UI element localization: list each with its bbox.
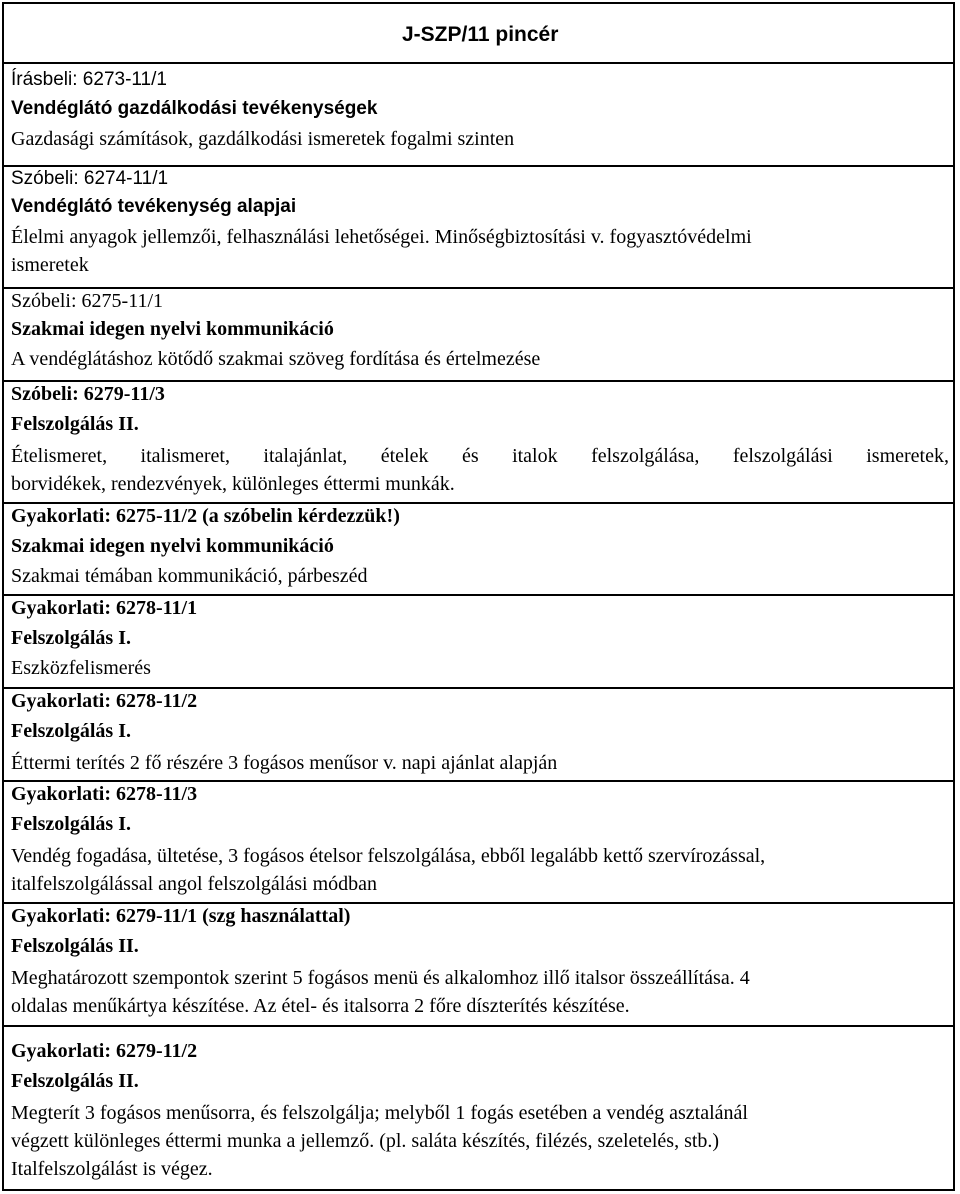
exam-description-line: Ételismeret, italismeret, italajánlat, ételek és italok felszolgálása, felszolgálási ismeretek, [11,445,949,467]
exam-code: Szóbeli: 6279-11/3 [11,383,165,405]
exam-description-line: Éttermi terítés 2 fő részére 3 fogásos menűsor v. napi ajánlat alapján [11,752,558,774]
exam-block-3 [2,289,955,382]
exam-description-line: Eszközfelismerés [11,657,151,679]
exam-code: Gyakorlati: 6275-11/2 (a szóbelin kérdezzük!) [11,505,400,527]
exam-block-4 [2,382,955,504]
exam-code: Szóbeli: 6274-11/1 [11,168,169,189]
exam-description-line: borvidékek, rendezvények, különleges éttermi munkák. [11,473,455,495]
module-title: Szakmai idegen nyelvi kommunikáció [11,535,334,557]
exam-code: Írásbeli: 6273-11/1 [11,69,167,90]
module-title: Vendéglátó gazdálkodási tevékenységek [11,98,378,119]
module-title: Felszolgálás I. [11,720,131,742]
exam-code: Gyakorlati: 6279-11/2 [11,1040,198,1062]
exam-description-line: Meghatározott szempontok szerint 5 fogásos menü és alkalomhoz illő italsor összeállítása. 4 [11,967,750,989]
exam-description-line: Megterít 3 fogásos menűsorra, és felszolgálja; melyből 1 fogás esetében a vendég asztalánál [11,1102,748,1124]
exam-block-1 [2,64,955,167]
module-title: Felszolgálás II. [11,413,139,435]
exam-block-5 [2,504,955,596]
exam-block-7 [2,689,955,782]
exam-description-line: oldalas menűkártya készítése. Az étel- és italsorra 2 főre díszterítés készítése. [11,995,630,1017]
module-title: Szakmai idegen nyelvi kommunikáció [11,318,334,340]
exam-description-line: Élelmi anyagok jellemzői, felhasználási lehetőségei. Minőségbiztosítási v. fogyasztóvédelmi [11,226,752,248]
exam-block-6 [2,596,955,689]
exam-code: Gyakorlati: 6278-11/3 [11,783,198,805]
module-title: Felszolgálás I. [11,627,131,649]
exam-description-line: Italfelszolgálást is végez. [11,1158,213,1180]
exam-description-line: italfelszolgálással angol felszolgálási módban [11,873,377,895]
header-box [2,2,955,64]
exam-code: Gyakorlati: 6278-11/2 [11,690,198,712]
exam-description-line: ismeretek [11,254,89,276]
exam-description-line: A vendéglátáshoz kötődő szakmai szöveg fordítása és értelmezése [11,348,541,370]
exam-block-8 [2,782,955,904]
exam-description-line: Gazdasági számítások, gazdálkodási ismeretek fogalmi szinten [11,128,515,150]
exam-block-2 [2,167,955,289]
module-title: Felszolgálás II. [11,935,139,957]
exam-description-line: Szakmai témában kommunikáció, párbeszéd [11,565,368,587]
exam-block-9 [2,904,955,1027]
exam-description-line: végzett különleges éttermi munka a jellemző. (pl. saláta készítés, filézés, szeletelés, stb.) [11,1130,720,1152]
module-title: Vendéglátó tevékenység alapjai [11,196,297,217]
exam-code: Szóbeli: 6275-11/1 [11,290,164,312]
exam-description-line: Vendég fogadása, ültetése, 3 fogásos ételsor felszolgálása, ebből legalább kettő szervírozással, [11,845,766,867]
module-title: Felszolgálás II. [11,1070,139,1092]
module-title: Felszolgálás I. [11,813,131,835]
exam-code: Gyakorlati: 6279-11/1 (szg használattal) [11,905,351,927]
exam-block-10 [2,1027,955,1191]
exam-code: Gyakorlati: 6278-11/1 [11,597,198,619]
qualification-code: J-SZP/11 pincér [402,23,559,46]
